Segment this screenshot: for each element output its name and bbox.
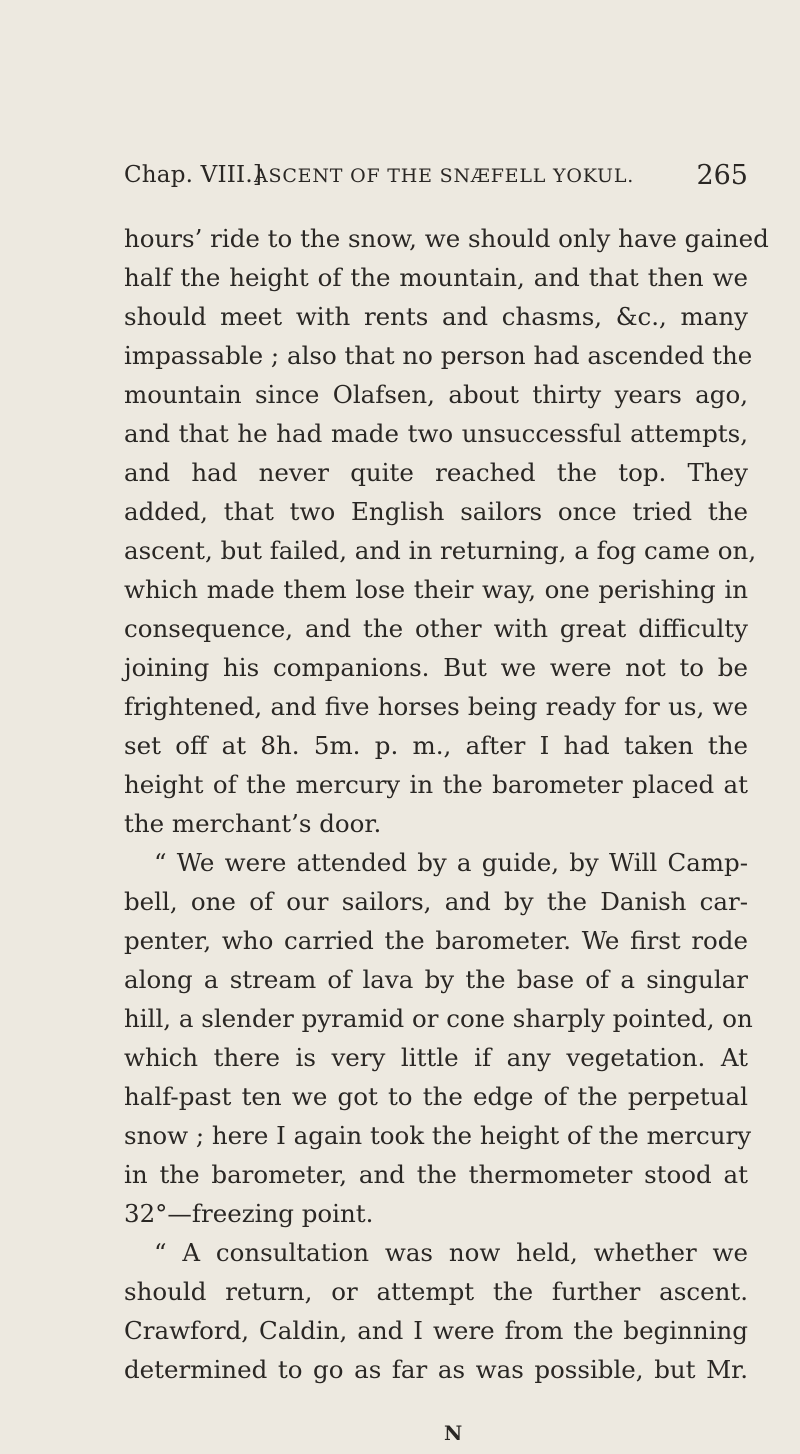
- text-line: penter, who carried the barometer. We first rode: [124, 926, 748, 955]
- text-line: should return, or attempt the further ascent.: [124, 1277, 748, 1306]
- text-line: determined to go as far as was possible, but Mr.: [124, 1355, 748, 1384]
- paragraph-end-line: the merchant’s door.: [124, 809, 382, 838]
- running-title: ASCENT OF THE SNÆFELL YOKUL.: [254, 165, 635, 187]
- text-line: which there is very little if any vegetation. At: [124, 1043, 748, 1072]
- text-line: Crawford, Caldin, and I were from the beginning: [124, 1316, 748, 1345]
- text-line: impassable ; also that no person had ascended the: [124, 341, 753, 370]
- text-line: which made them lose their way, one perishing in: [124, 575, 748, 604]
- text-line: consequence, and the other with great difficulty: [124, 614, 748, 643]
- running-header: [124, 162, 748, 196]
- text-line: set off at 8h. 5m. p. m., after I had taken the: [124, 731, 748, 760]
- paragraph-start-line: “ A consultation was now held, whether we: [154, 1238, 748, 1267]
- text-line: and that he had made two unsuccessful attempts,: [124, 419, 748, 448]
- text-line: height of the mercury in the barometer placed at: [124, 770, 748, 799]
- text-line: half-past ten we got to the edge of the perpetual: [124, 1082, 748, 1111]
- text-line: along a stream of lava by the base of a singular: [124, 965, 748, 994]
- paragraph-start-line: “ We were attended by a guide, by Will Camp-: [154, 848, 748, 877]
- text-line: added, that two English sailors once tried the: [124, 497, 748, 526]
- text-line: half the height of the mountain, and that then we: [124, 263, 748, 292]
- text-line: hill, a slender pyramid or cone sharply pointed, on: [124, 1004, 753, 1033]
- text-line: in the barometer, and the thermometer stood at: [124, 1160, 748, 1189]
- text-line: bell, one of our sailors, and by the Danish car-: [124, 887, 748, 916]
- text-line: mountain since Olafsen, about thirty years ago,: [124, 380, 748, 409]
- text-line: and had never quite reached the top. They: [124, 458, 748, 487]
- paragraph-end-line: 32°—freezing point.: [124, 1199, 374, 1228]
- text-line: hours’ ride to the snow, we should only have gained: [124, 224, 769, 253]
- text-line: should meet with rents and chasms, &c., many: [124, 302, 748, 331]
- chapter-reference: Chap. VIII.]: [124, 162, 263, 188]
- text-line: joining his companions. But we were not to be: [124, 653, 748, 682]
- signature-mark: N: [444, 1421, 463, 1445]
- text-line: ascent, but failed, and in returning, a fog came on,: [124, 536, 757, 565]
- text-line: snow ; here I again took the height of the mercury: [124, 1121, 752, 1150]
- page-number: 265: [696, 160, 748, 191]
- text-line: frightened, and five horses being ready for us, we: [124, 692, 748, 721]
